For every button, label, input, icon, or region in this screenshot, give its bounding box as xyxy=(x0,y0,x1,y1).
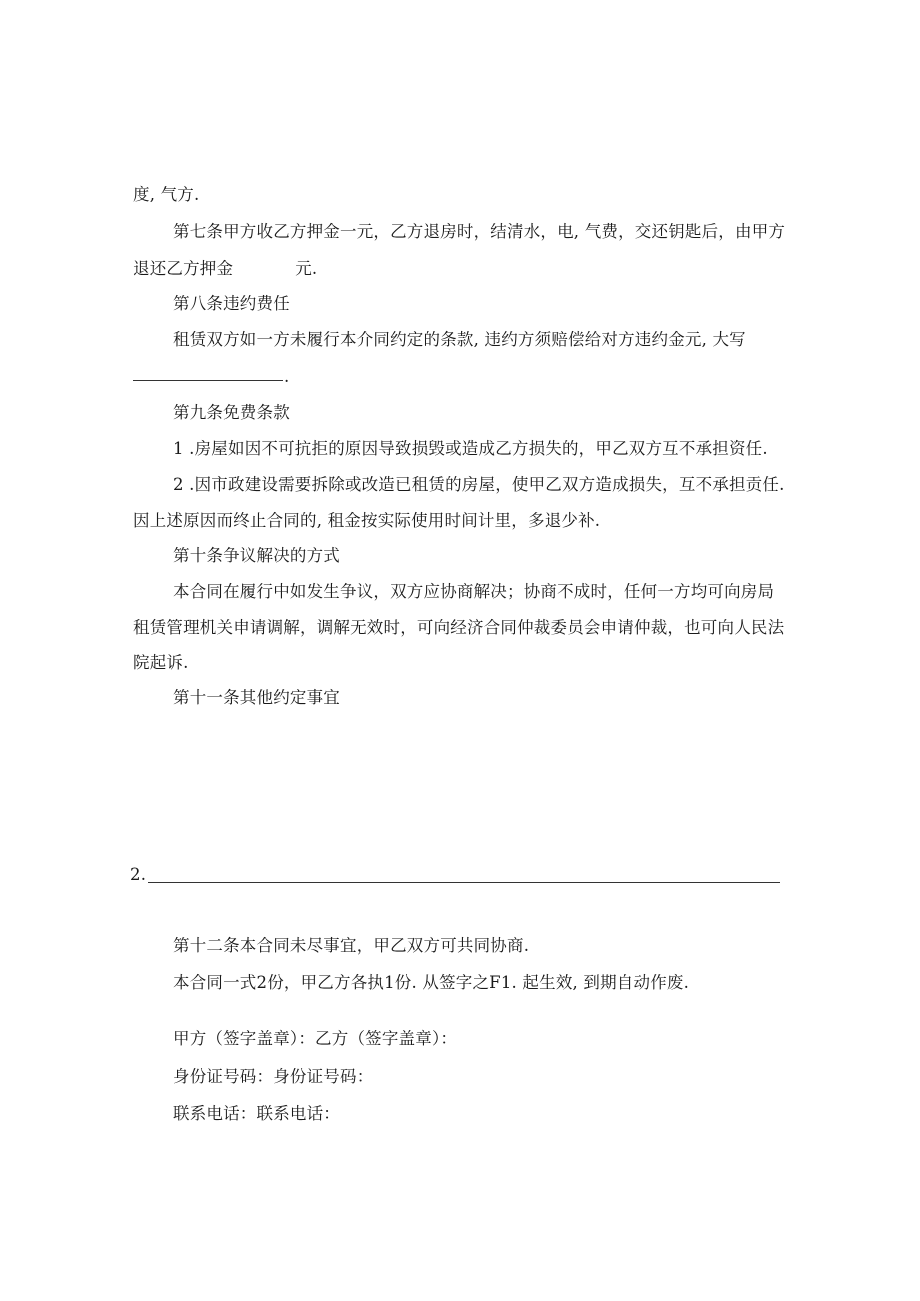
article-10-title: 第十条争议解决的方式 xyxy=(173,546,340,565)
article-7-line-1: 第七条甲方收乙方押金一元，乙方退房时，结清水，电, 气费，交还钥匙后，由甲方 xyxy=(173,222,786,241)
article-10-body-1: 本合同在履行中如发生争议，双方应协商解决；协商不成时，任何一方均可向房局 xyxy=(173,582,775,601)
phone-line: 联系电话：联系电话： xyxy=(173,1104,340,1123)
article-11-item-2-label: 2. xyxy=(130,865,147,884)
copies-clause: 本合同一式2份，甲乙方各执1份. 从签字之F1. 起生效, 到期自动作废. xyxy=(173,973,690,992)
article-7-deposit-unit: 元. xyxy=(295,259,318,278)
article-12-title: 第十二条本合同未尽事宜，甲乙双方可共同协商. xyxy=(173,936,530,955)
article-9-item-1: 1 .房屋如因不可抗拒的原因导致损毁或造成乙方损失的，甲乙双方互不承担资任. xyxy=(173,439,768,458)
article-8-title: 第八条违约费任 xyxy=(173,294,290,313)
article-8-body: 租赁双方如一方未履行本介同约定的条款, 违约方须赔偿给对方违约金元, 大写 xyxy=(173,330,746,349)
article-10-body-3: 院起诉. xyxy=(133,653,189,672)
penalty-amount-blank xyxy=(133,380,283,381)
article-9-title: 第九条免费条款 xyxy=(173,403,290,422)
article-7-line-2 xyxy=(133,258,317,280)
article-7-deposit-label: 退还乙方押金 xyxy=(133,259,234,278)
article-11-item-2-blank xyxy=(148,882,780,883)
text-line-utilities: 度, 气方. xyxy=(133,185,200,204)
article-10-body-2: 租赁管理机关申请调解，调解无效时，可向经济合同仲裁委员会申请仲裁，也可向人民法 xyxy=(133,618,785,637)
id-number-line: 身份证号码：身份证号码： xyxy=(173,1067,374,1086)
signature-line: 甲方（签字盖章）：乙方（签字盖章）： xyxy=(173,1029,458,1048)
article-11-title: 第十一条其他约定事宜 xyxy=(173,688,340,707)
penalty-blank-end: . xyxy=(284,367,290,386)
article-9-item-2: 2 .因市政建设需要拆除或改造已租赁的房屋，使甲乙双方造成损失，互不承担贡任. xyxy=(173,475,785,494)
article-9-item-2-continued: 因上述原因而终止合同的, 租金按实际使用时间计里，多退少补. xyxy=(133,511,601,530)
